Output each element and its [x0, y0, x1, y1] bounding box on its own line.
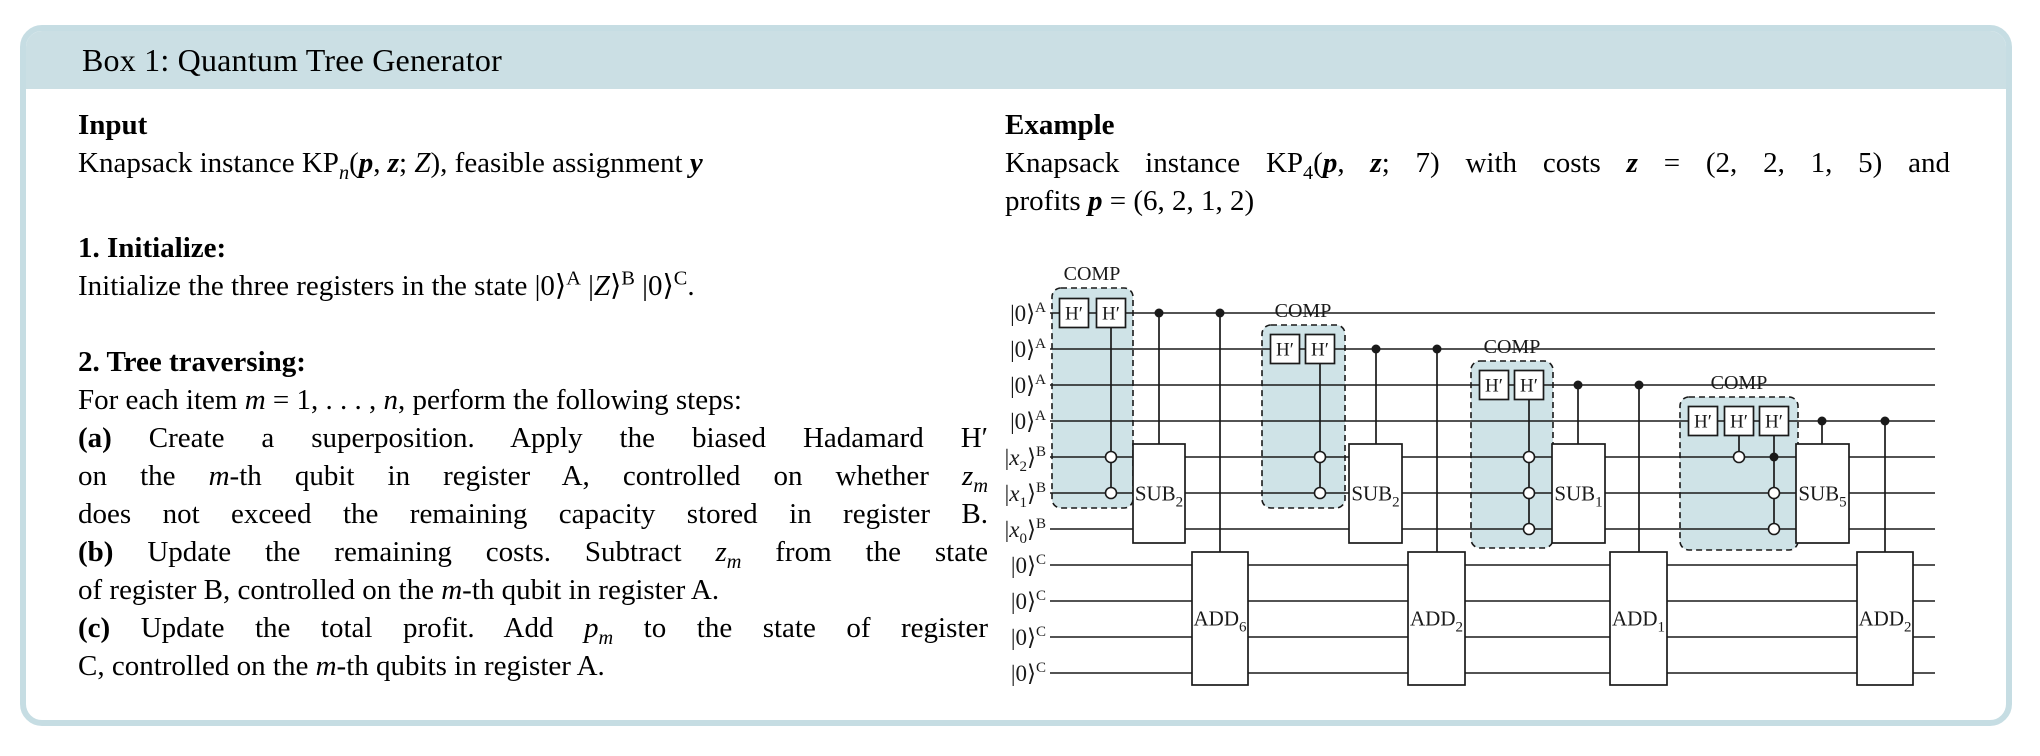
control-dot: [1635, 381, 1644, 390]
wire-label: |0⟩$^A$: [1010, 408, 1046, 434]
wire-label: $|x_1⟩^B$: [1004, 480, 1046, 511]
step2-section: [78, 343, 988, 685]
wire-label: |0⟩$^C$: [1010, 624, 1046, 650]
comp-label: COMP: [1274, 300, 1332, 322]
comp-label: COMP: [1483, 336, 1541, 358]
hadamard-label: H′: [1730, 411, 1748, 433]
open-control: [1315, 452, 1326, 463]
gate-label: $SUB_2$: [1134, 481, 1184, 511]
gate-label: $ADD_1$: [1612, 606, 1665, 636]
step2-line: does not exceed the remaining capacity stored in register B.: [78, 498, 988, 530]
example-line: Knapsack instance $KP_4(p$, z; 7) with costs z = (2, 2, 1, 5) and: [1005, 147, 1950, 184]
comp-label: COMP: [1063, 263, 1121, 285]
hadamard-label: H′: [1694, 411, 1712, 433]
gate-label: $ADD_2$: [1858, 606, 1912, 636]
wire-label: |0⟩$^C$: [1010, 588, 1046, 614]
control-dot: [1574, 381, 1583, 390]
step1-line: Initialize the three registers in the state |0⟩$^A$ |Z⟩$^B$ |0⟩$^C$.: [78, 267, 695, 302]
input-line: Knapsack instance $KP_n(p$, z; Z), feasible assignment y: [78, 147, 703, 184]
box-title: Box 1: Quantum Tree Generator: [82, 41, 502, 78]
open-control: [1769, 488, 1780, 499]
gate-label: $SUB_2$: [1351, 481, 1400, 511]
wire-label: |0⟩$^A$: [1010, 300, 1046, 326]
step2-line: (c) Update the total profit. Add $p_m$ to the state of register: [78, 612, 988, 649]
open-control: [1524, 452, 1535, 463]
control-dot: [1770, 453, 1779, 462]
step2-line: For each item m = 1, . . . , n, perform the following steps:: [78, 384, 742, 416]
step2-heading: 2. Tree traversing:: [78, 346, 306, 378]
step2-line: (a) Create a superposition. Apply the biased Hadamard H′: [78, 422, 988, 454]
hadamard-label: H′: [1520, 375, 1538, 397]
gate-label: $ADD_6$: [1193, 606, 1247, 636]
wire-label: |0⟩$^A$: [1010, 336, 1046, 362]
example-line: profits p = (6, 2, 1, 2): [1005, 185, 1255, 217]
step1-section: [78, 229, 988, 305]
wire-label: $|x_0⟩^B$: [1004, 516, 1046, 547]
wire-label: |0⟩$^C$: [1010, 552, 1046, 578]
open-control: [1106, 488, 1117, 499]
example-heading: Example: [1005, 109, 1115, 141]
hadamard-label: H′: [1276, 339, 1294, 361]
control-dot: [1155, 309, 1164, 318]
step2-line: (b) Update the remaining costs. Subtract $z_m$ from the state: [78, 536, 989, 573]
hadamard-label: H′: [1485, 375, 1503, 397]
wire-label: |0⟩$^C$: [1010, 660, 1046, 686]
open-control: [1315, 488, 1326, 499]
gate-label: $SUB_5$: [1798, 481, 1847, 511]
box-header: [26, 31, 2006, 89]
hadamard-label: H′: [1065, 303, 1083, 325]
example-section: [1005, 106, 1950, 220]
control-dot: [1216, 309, 1225, 318]
open-control: [1106, 452, 1117, 463]
wire-label: $|x_2⟩^B$: [1004, 444, 1046, 475]
gate-label: $ADD_2$: [1410, 606, 1463, 636]
hadamard-label: H′: [1102, 303, 1120, 325]
control-dot: [1433, 345, 1442, 354]
hadamard-label: H′: [1765, 411, 1783, 433]
open-control: [1769, 524, 1780, 535]
input-heading: Input: [78, 109, 148, 141]
step2-line: of register B, controlled on the m-th qubit in register A.: [78, 574, 720, 606]
hadamard-label: H′: [1311, 339, 1329, 361]
step2-line: on the m-th qubit in register A, controlled on whether $z_m$: [78, 460, 988, 497]
quantum-circuit-diagram: [1000, 250, 1990, 720]
gate-label: $SUB_1$: [1554, 481, 1603, 511]
open-control: [1524, 524, 1535, 535]
open-control: [1524, 488, 1535, 499]
quantum-circuit-svg: [1000, 250, 1990, 720]
step2-line: C, controlled on the m-th qubits in register A.: [78, 650, 605, 682]
wire-label: |0⟩$^A$: [1010, 372, 1046, 398]
control-dot: [1881, 417, 1890, 426]
control-dot: [1818, 417, 1827, 426]
step1-heading: 1. Initialize:: [78, 232, 227, 264]
input-section: [78, 106, 988, 182]
control-dot: [1372, 345, 1381, 354]
comp-label: COMP: [1710, 372, 1768, 394]
open-control: [1734, 452, 1745, 463]
